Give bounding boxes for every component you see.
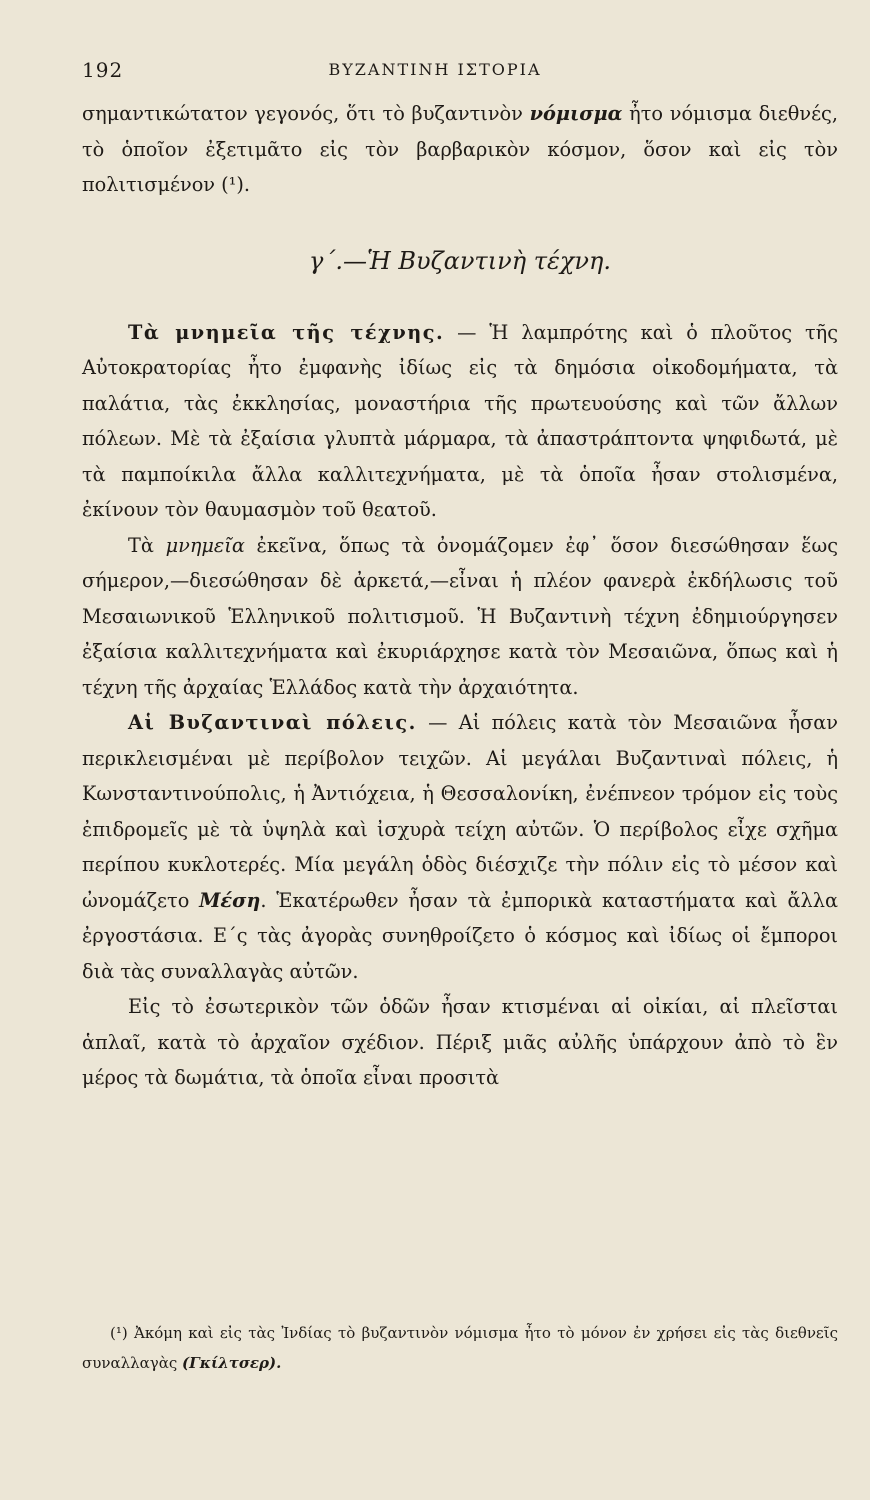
footnote — [82, 1318, 838, 1378]
paragraph-houses: Εἰς τὸ ἐσωτερικὸν τῶν ὁδῶν ἦσαν κτισμέναι αἱ οἰκίαι, αἱ πλεῖσται ἁπλαῖ, κατὰ τὸ ἀρχαῖον σχέδιον. Πέριξ μιᾶς αὐλῆς ὑπάρχουν ἀπὸ τὸ ἓν μέρος τὰ δωμάτια, τὰ ὁποῖα εἶναι προσιτὰ — [82, 995, 838, 1089]
emphasis-mnimeia: μνημεῖα — [165, 533, 245, 557]
paragraph-cities — [82, 705, 838, 989]
page-header — [82, 58, 788, 90]
page-body — [82, 96, 838, 1096]
paragraph-text: σημαντικώτατον γεγονός, ὅτι τὸ βυζαντινὸν — [82, 102, 530, 125]
emphasis-mesi: Μέση — [199, 888, 261, 912]
paragraph-byzantine-art — [82, 528, 838, 706]
paragraph-text: Τὰ — [128, 533, 166, 557]
run-in-heading: Τὰ μνημεῖα τῆς τέχνης. — [128, 320, 445, 344]
paragraph-text: . Ἑκατέρωθεν ἦσαν τὰ ἐμπορικὰ καταστήματα καὶ ἄλλα ἐργοστάσια. Ε΄ς τὰς ἀγορὰς συνηθροίζετο ὁ κόσμος καὶ ἰδίως οἱ ἔμποροι διὰ τὰς συναλλαγὰς αὐτῶν. — [82, 888, 838, 983]
footnote-author: (Γκίλτσερ). — [182, 1354, 282, 1372]
paragraph-text: — Ἡ λαμπρότης καὶ ὁ πλοῦτος τῆς Αὐτοκρατορίας ἦτο ἐμφανὴς ἰδίως εἰς τὰ δημόσια οἰκοδομήματα, τὰ παλάτια, τὰς ἐκκλησίας, μοναστήρια τῆς πρωτευούσης καὶ τῶν ἄλλων πόλεων. Μὲ τὰ ἐξαίσια γλυπτὰ μάρμαρα, τὰ ἀπαστράπτοντα ψηφιδωτά, μὲ τὰ παμποίκιλα ἄλλα καλλιτεχνήματα, μὲ τὰ ὁποῖα ἦσαν στολισμένα, ἐκίνουν τὸν θαυμασμὸν τοῦ θεατοῦ. — [82, 320, 838, 521]
paragraph-text: ἦτο νόμισμα διεθνές, τὸ ὁποῖον ἐξετιμᾶτο εἰς τὸν βαρβαρικὸν κόσμον, ὅσον καὶ εἰς τὸν πολιτισμένον (¹). — [82, 102, 838, 196]
section-title: γ΄.—Ἡ Βυζαντινὴ τέχνη. — [308, 246, 612, 275]
emphasis-nomisma: νόμισμα — [529, 102, 623, 125]
paragraph-text: — Αἱ πόλεις κατὰ τὸν Μεσαιῶνα ἦσαν περικλεισμέναι μὲ περίβολον τειχῶν. Αἱ μεγάλαι Βυζαντιναὶ πόλεις, ἡ Κωνσταντινούπολις, ἡ Ἀντιόχεια, ἡ Θεσσαλονίκη, ἐνέπνεον τρόμον εἰς τοὺς ἐπιδρομεῖς μὲ τὰ ὑψηλὰ καὶ ἰσχυρὰ τείχη αὐτῶν. Ὁ περίβολος εἶχε σχῆμα περίπου κυκλοτερές. Μία μεγάλη ὁδὸς διέσχιζε τὴν πόλιν εἰς τὸ μέσον καὶ ὠνομάζετο — [82, 711, 838, 912]
footnote-area — [82, 1318, 838, 1378]
running-title: ΒΥΖΑΝΤΙΝΗ ΙΣΤΟΡΙΑ — [328, 60, 542, 79]
paragraph-monuments — [82, 315, 838, 528]
page-number: 192 — [82, 58, 124, 82]
paragraph-text: ἐκεῖνα, ὅπως τὰ ὀνομάζομεν ἐφ᾿ ὅσον διεσώθησαν ἕως σήμερον,—διεσώθησαν δὲ ἀρκετά,—εἶναι ἡ πλέον φανερὰ ἐκδήλωσις τοῦ Μεσαιωνικοῦ Ἑλληνικοῦ πολιτισμοῦ. Ἡ Βυζαντινὴ τέχνη ἐδημιούργησεν ἐξαίσια καλλιτεχνήματα καὶ ἐκυριάρχησε κατὰ τὸν Μεσαιῶνα, ὅπως καὶ ἡ τέχνη τῆς ἀρχαίας Ἑλλάδος κατὰ τὴν ἀρχαιότητα. — [82, 533, 839, 699]
footnote-text: (¹) Ἀκόμη καὶ εἰς τὰς Ἰνδίας τὸ βυζαντινὸν νόμισμα ἦτο τὸ μόνον ἐν χρήσει εἰς τὰς διεθνεῖς συναλλαγὰς — [82, 1324, 838, 1372]
run-in-heading: Αἱ Βυζαντιναὶ πόλεις. — [128, 711, 417, 734]
paragraph-coin — [82, 96, 838, 203]
